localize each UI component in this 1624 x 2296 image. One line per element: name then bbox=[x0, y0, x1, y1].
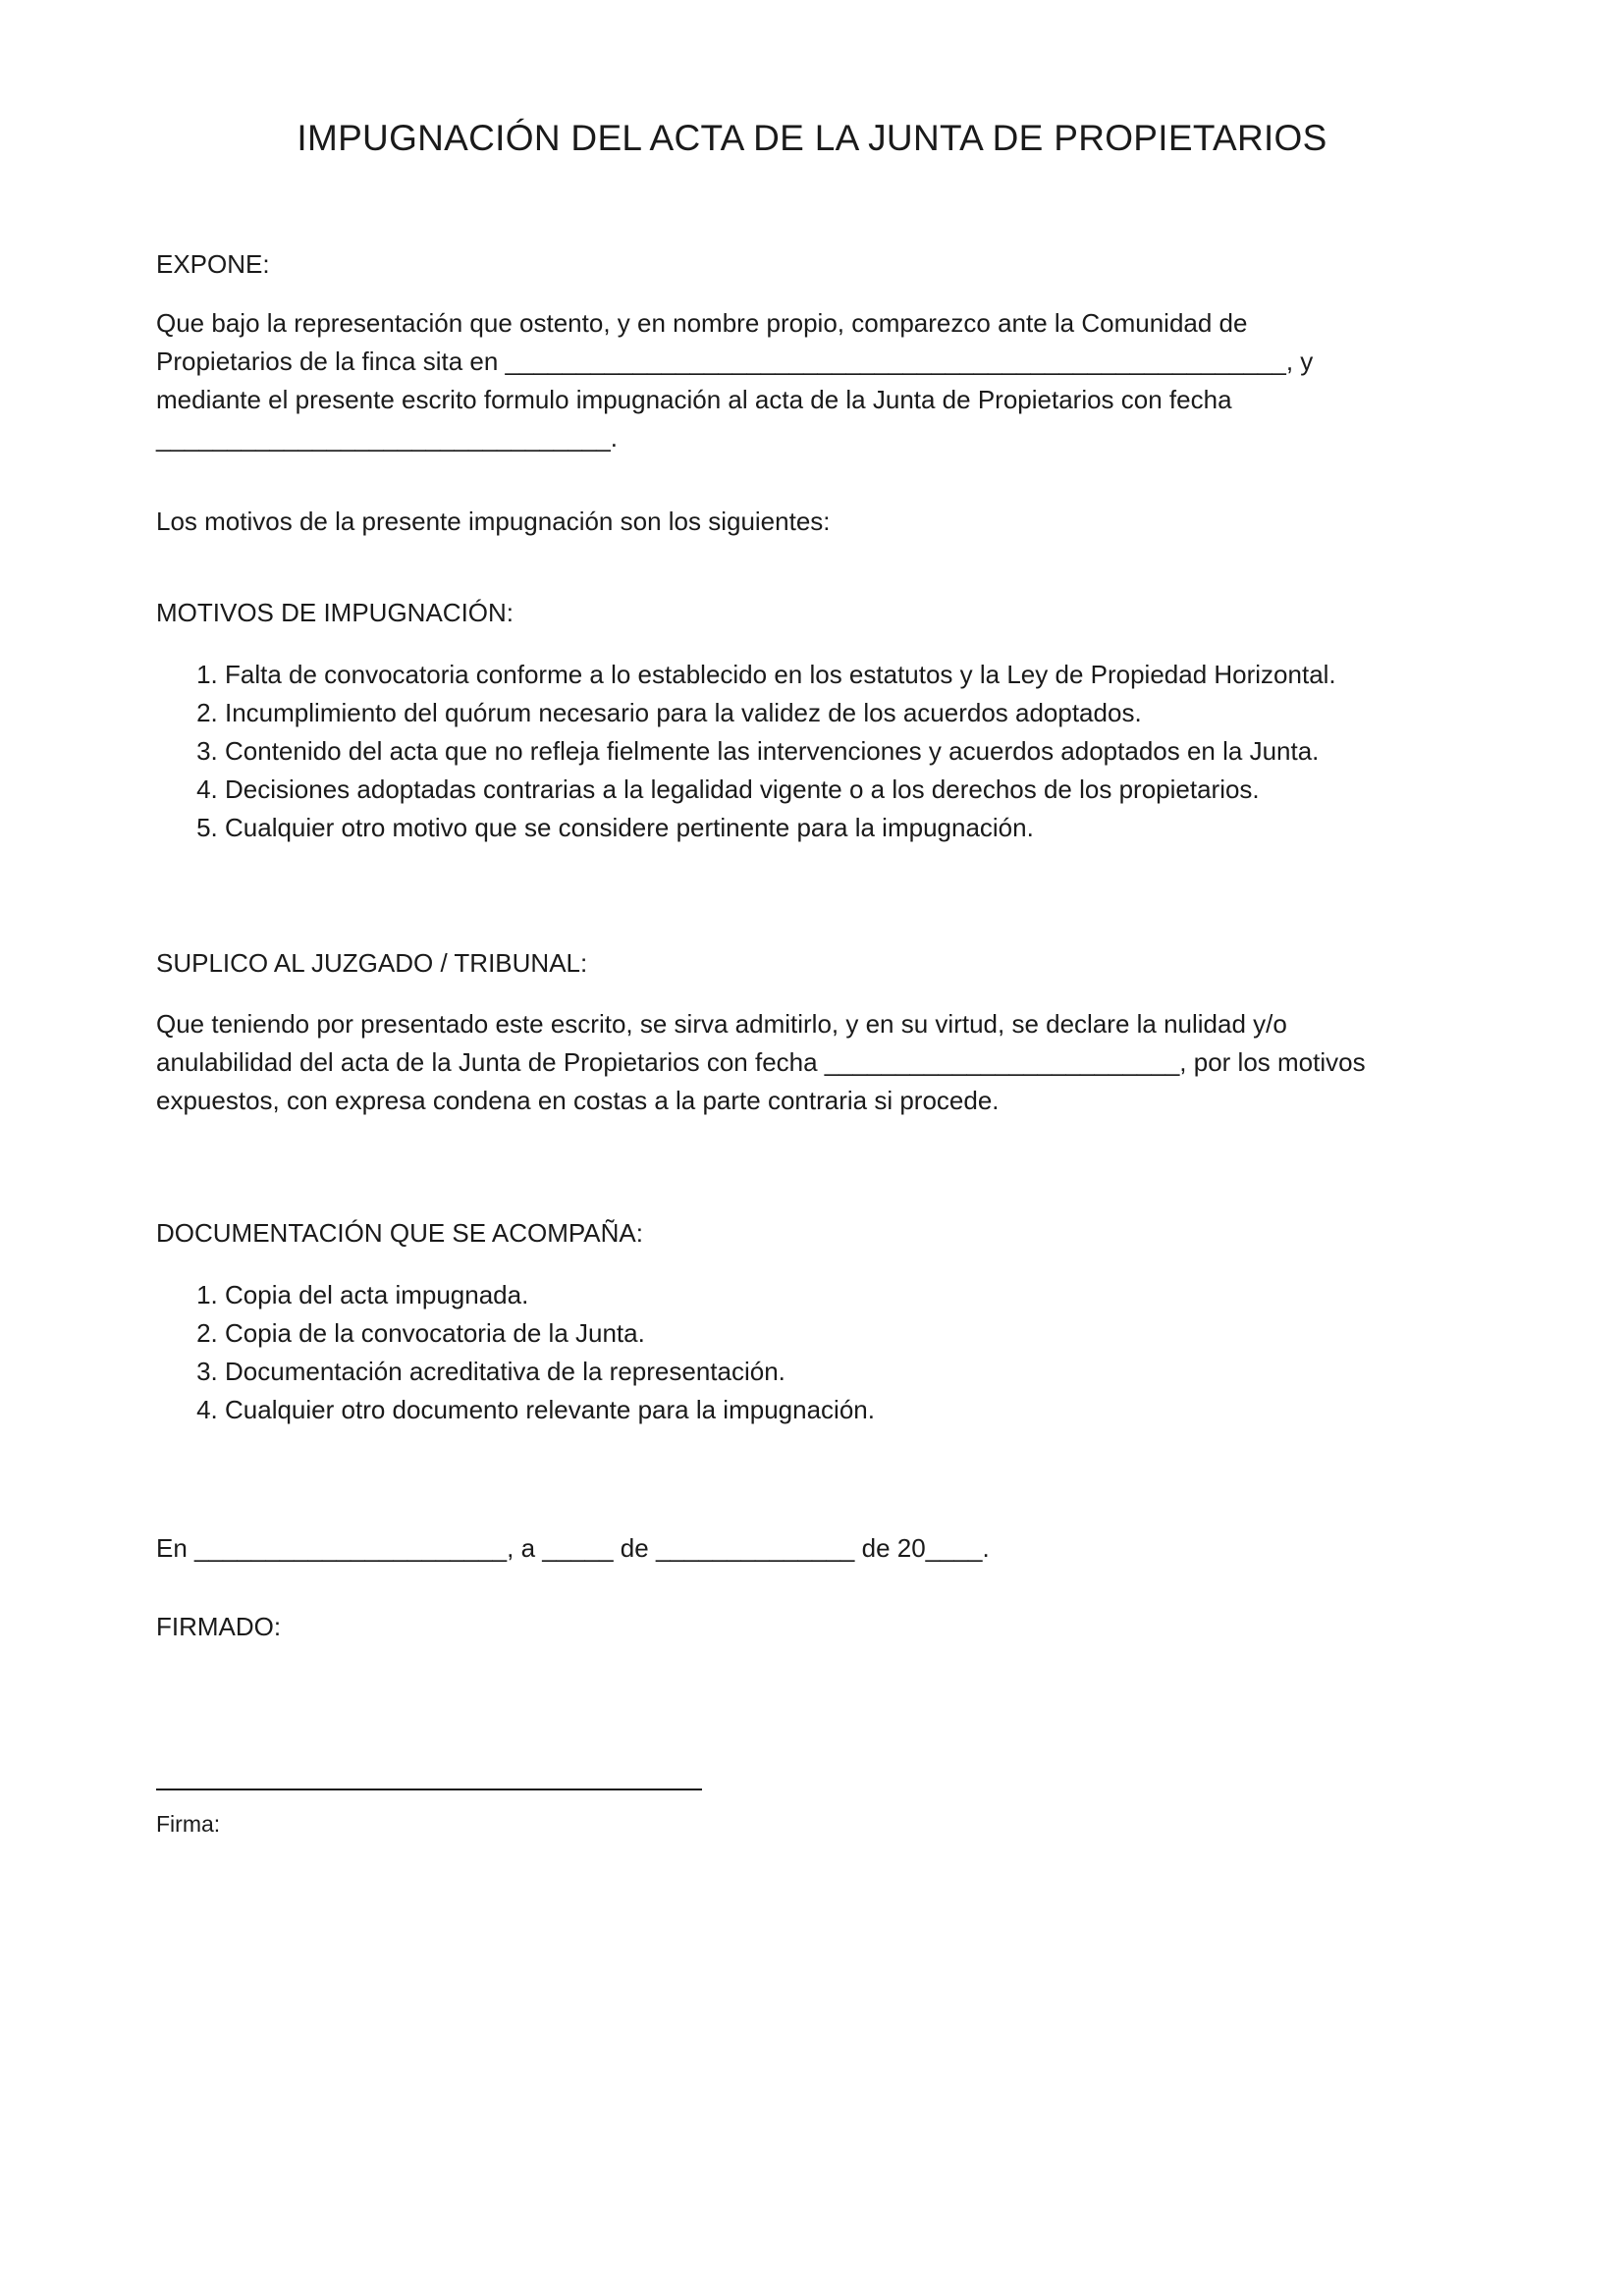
suplico-heading: SUPLICO AL JUZGADO / TRIBUNAL: bbox=[156, 948, 588, 978]
expone-line: Que bajo la representación que ostento, y en nombre propio, comparezco ante la Comunidad de bbox=[156, 308, 1248, 338]
firmado-label: FIRMADO: bbox=[156, 1612, 282, 1641]
list-item: 5. Cualquier otro motivo que se considere pertinente para la impugnación. bbox=[225, 809, 1336, 847]
list-item: 3. Documentación acreditativa de la representación. bbox=[225, 1353, 875, 1391]
place-date-line: En ______________________, a _____ de ______________ de 20____. bbox=[156, 1533, 990, 1563]
expone-line: Propietarios de la finca sita en _______________________________________________________, y bbox=[156, 347, 1314, 376]
expone-paragraph bbox=[156, 304, 1313, 457]
motivos-intro: Los motivos de la presente impugnación son los siguientes: bbox=[156, 507, 831, 536]
motivos-heading: MOTIVOS DE IMPUGNACIÓN: bbox=[156, 598, 514, 627]
suplico-line: expuestos, con expresa condena en costas a la parte contraria si procede. bbox=[156, 1086, 1000, 1115]
suplico-line: anulabilidad del acta de la Junta de Propietarios con fecha _________________________, por los motivos bbox=[156, 1047, 1366, 1077]
signature-line bbox=[156, 1789, 702, 1790]
expone-line: ________________________________. bbox=[156, 423, 618, 453]
signature-caption: Firma: bbox=[156, 1811, 221, 1837]
list-item: 1. Copia del acta impugnada. bbox=[225, 1276, 875, 1314]
list-item: 2. Incumplimiento del quórum necesario para la validez de los acuerdos adoptados. bbox=[225, 694, 1336, 732]
document-title: IMPUGNACIÓN DEL ACTA DE LA JUNTA DE PROPIETARIOS bbox=[297, 118, 1327, 158]
expone-heading: EXPONE: bbox=[156, 249, 270, 279]
documentacion-list bbox=[156, 1276, 875, 1429]
expone-line: mediante el presente escrito formulo impugnación al acta de la Junta de Propietarios con fecha bbox=[156, 385, 1232, 414]
list-item: 4. Decisiones adoptadas contrarias a la legalidad vigente o a los derechos de los propietarios. bbox=[225, 771, 1336, 809]
suplico-paragraph bbox=[156, 1005, 1366, 1120]
list-item: 1. Falta de convocatoria conforme a lo establecido en los estatutos y la Ley de Propiedad Horizontal. bbox=[225, 656, 1336, 694]
list-item: 3. Contenido del acta que no refleja fielmente las intervenciones y acuerdos adoptados en la Junta. bbox=[225, 732, 1336, 771]
suplico-line: Que teniendo por presentado este escrito, se sirva admitirlo, y en su virtud, se declare la nulidad y/o bbox=[156, 1009, 1287, 1039]
motivos-list bbox=[156, 656, 1336, 847]
list-item: 4. Cualquier otro documento relevante para la impugnación. bbox=[225, 1391, 875, 1429]
list-item: 2. Copia de la convocatoria de la Junta. bbox=[225, 1314, 875, 1353]
documentacion-heading: DOCUMENTACIÓN QUE SE ACOMPAÑA: bbox=[156, 1218, 643, 1248]
